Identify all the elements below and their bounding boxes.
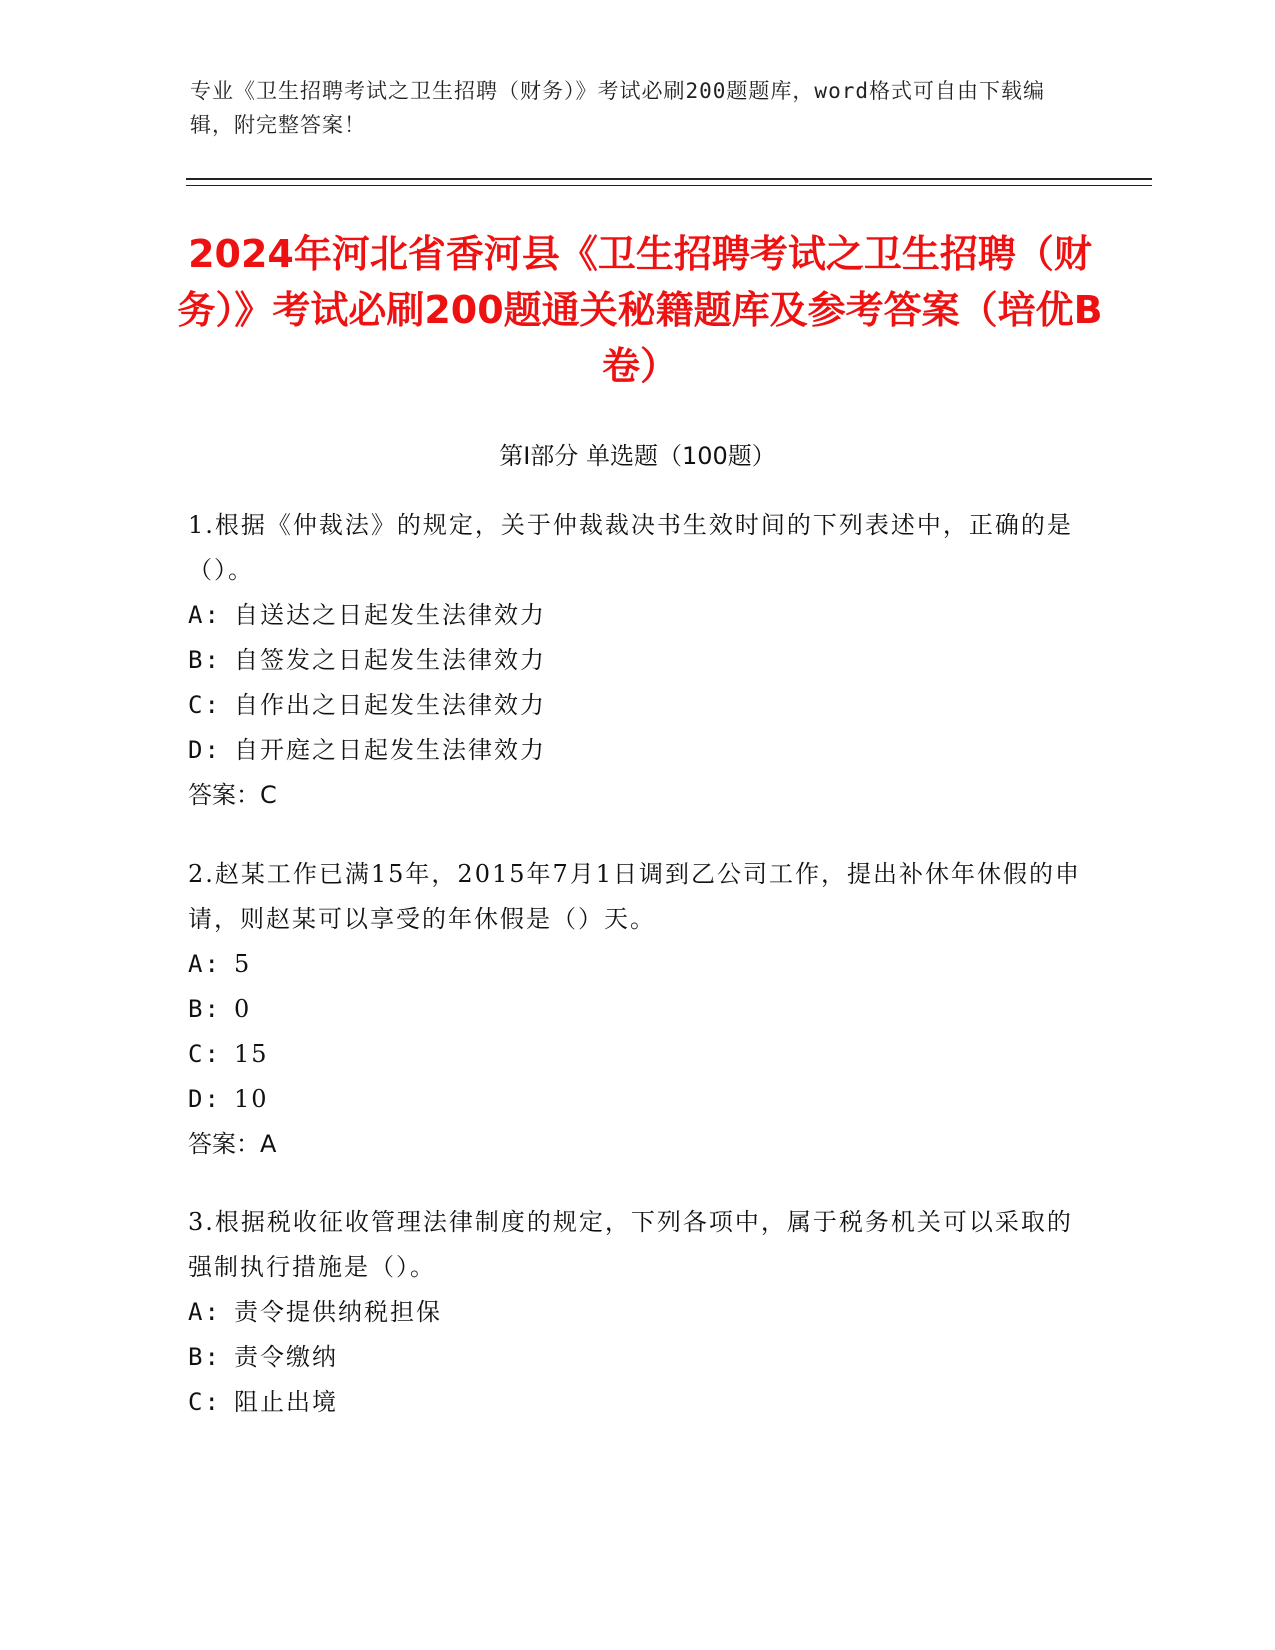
question-stem: 3.根据税收征收管理法律制度的规定，下列各项中，属于税务机关可以采取的强制执行措施是（）。 [188, 1208, 1073, 1281]
header-note: 专业《卫生招聘考试之卫生招聘（财务）》考试必刷200题题库，word格式可自由下载编辑，附完整答案！ [190, 79, 1045, 137]
option-letter: B: [188, 646, 221, 674]
header-divider-thin [186, 185, 1152, 186]
option-text: 0 [234, 995, 252, 1023]
option-b [188, 638, 1088, 683]
option-letter: D: [188, 1085, 221, 1113]
option-c [188, 1380, 1088, 1425]
option-letter: C: [188, 1388, 221, 1416]
question-3 [188, 1200, 1088, 1425]
option-d [188, 728, 1088, 773]
option-b [188, 1335, 1088, 1380]
option-letter: D: [188, 736, 221, 764]
option-letter: A: [188, 1298, 221, 1326]
section-title: 第Ⅰ部分 单选题（100题） [499, 442, 776, 470]
option-text: 责令缴纳 [234, 1343, 338, 1371]
option-text: 自签发之日起发生法律效力 [234, 646, 546, 674]
option-text: 自作出之日起发生法律效力 [234, 691, 546, 719]
document-title: 2024年河北省香河县《卫生招聘考试之卫生招聘（财务）》考试必刷200题通关秘籍题库及参考答案（培优B卷） [177, 232, 1103, 388]
question-1 [188, 503, 1088, 818]
answer-line: 答案：C [188, 781, 277, 809]
option-letter: B: [188, 1343, 221, 1371]
option-text: 责令提供纳税担保 [234, 1298, 442, 1326]
option-b [188, 987, 1088, 1032]
option-text: 5 [234, 950, 252, 978]
question-stem: 1.根据《仲裁法》的规定，关于仲裁裁决书生效时间的下列表述中，正确的是（）。 [188, 511, 1073, 584]
option-a [188, 593, 1088, 638]
option-a [188, 942, 1088, 987]
option-letter: C: [188, 691, 221, 719]
question-stem: 2.赵某工作已满15年，2015年7月1日调到乙公司工作，提出补休年休假的申请，则赵某可以享受的年休假是（）天。 [188, 860, 1082, 933]
option-text: 自开庭之日起发生法律效力 [234, 736, 546, 764]
header-divider-thick [186, 178, 1152, 180]
option-a [188, 1290, 1088, 1335]
option-letter: B: [188, 995, 221, 1023]
option-text: 阻止出境 [234, 1388, 338, 1416]
option-c [188, 683, 1088, 728]
option-text: 15 [234, 1040, 269, 1068]
option-letter: C: [188, 1040, 221, 1068]
option-c [188, 1032, 1088, 1077]
question-2 [188, 852, 1088, 1167]
option-text: 10 [234, 1085, 269, 1113]
option-letter: A: [188, 601, 221, 629]
answer-line: 答案：A [188, 1130, 277, 1158]
option-letter: A: [188, 950, 221, 978]
option-text: 自送达之日起发生法律效力 [234, 601, 546, 629]
option-d [188, 1077, 1088, 1122]
